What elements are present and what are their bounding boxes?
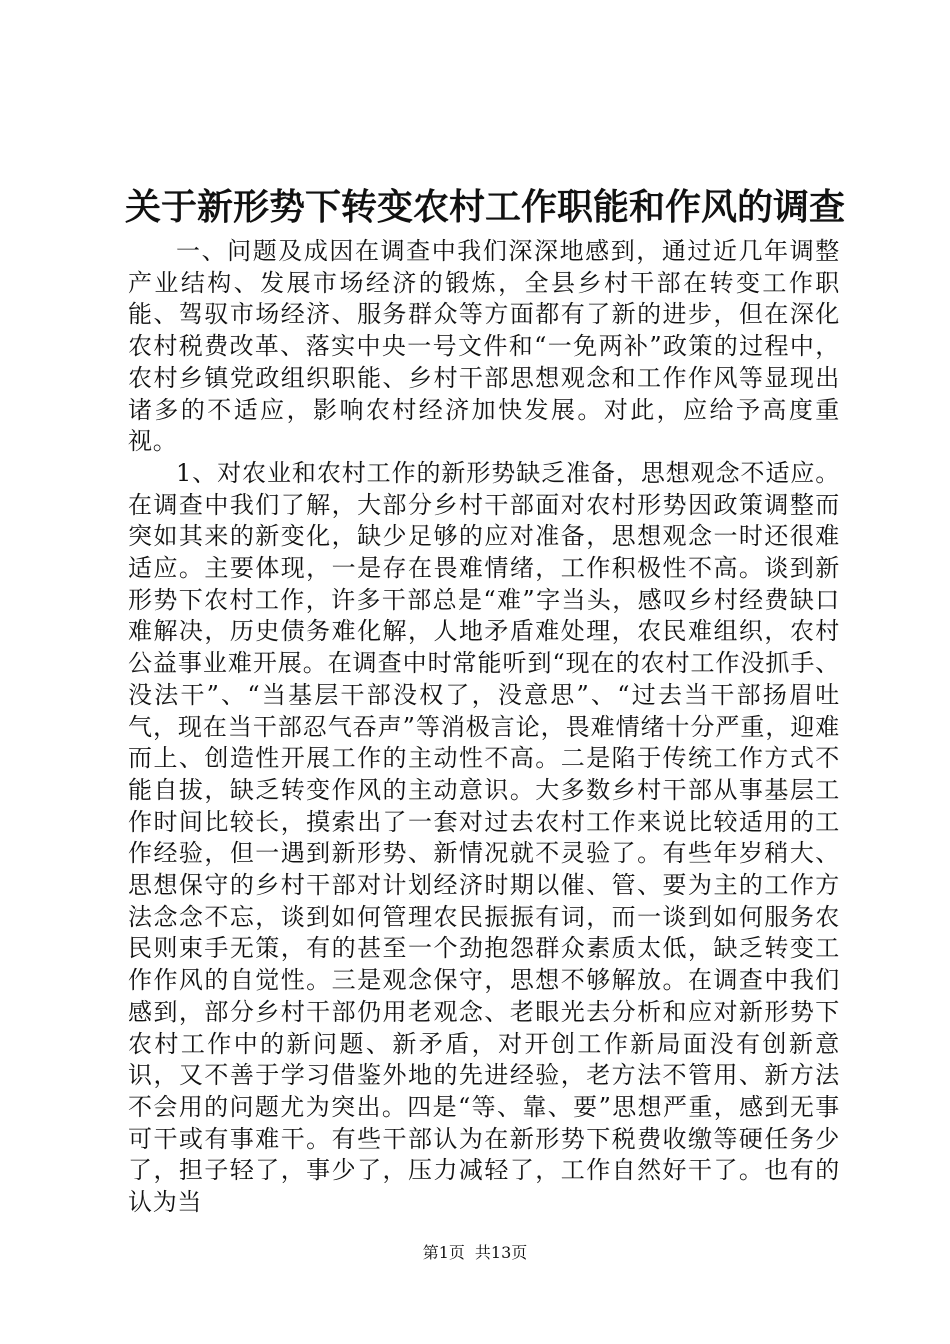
page-footer: [0, 1242, 950, 1264]
document-body: [128, 236, 840, 1219]
document-title: 关于新形势下转变农村工作职能和作风的调查: [125, 186, 846, 228]
paragraph-problems-causes: 一、问题及成因在调查中我们深深地感到，通过近几年调整产业结构、发展市场经济的锻炼，全县乡村干部在转变工作职能、驾驭市场经济、服务群众等方面都有了新的进步，但在深化农村税费改革、落实中央一号文件和“一免两补”政策的过程中，农村乡镇党政组织职能、乡村干部思想观念和工作作风等显现出诸多的不适应，影响农村经济加快发展。对此，应给予高度重视。: [128, 237, 840, 456]
page-number: 第1页: [422, 1243, 465, 1262]
page-total: 共13页: [474, 1243, 528, 1262]
paragraph-point-1: 1、对农业和农村工作的新形势缺乏准备，思想观念不适应。在调查中我们了解，大部分乡村干部面对农村形势因政策调整而突如其来的新变化，缺少足够的应对准备，思想观念一时还很难适应。主要体现，一是存在畏难情绪，工作积极性不高。谈到新形势下农村工作，许多干部总是“难”字当头，感叹乡村经费缺口难解决，历史债务难化解，人地矛盾难处理，农民难组织，农村公益事业难开展。在调查中时常能听到“现在的农村工作没抓手、没法干”、“当基层干部没权了，没意思”、“过去当干部扬眉吐气，现在当干部忍气吞声”等消极言论，畏难情绪十分严重，迎难而上、创造性开展工作的主动性不高。二是陷于传统工作方式不能自拔，缺乏转变作风的主动意识。大多数乡村干部从事基层工作时间比较长，摸索出了一套对过去农村工作来说比较适用的工作经验，但一遇到新形势、新情况就不灵验了。有些年岁稍大、思想保守的乡村干部对计划经济时期以催、管、要为主的工作方法念念不忘，谈到如何管理农民振振有词，而一谈到如何服务农民则束手无策，有的甚至一个劲抱怨群众素质太低，缺乏转变工作作风的自觉性。三是观念保守，思想不够解放。在调查中我们感到，部分乡村干部仍用老观念、老眼光去分析和应对新形势下农村工作中的新问题、新矛盾，对开创工作新局面没有创新意识，又不善于学习借鉴外地的先进经验，老方法不管用、新方法不会用的问题尤为突出。四是“等、靠、要”思想严重，感到无事可干或有事难干。有些干部认为在新形势下税费收缴等硬任务少了，担子轻了，事少了，压力减轻了，工作自然好干了。也有的认为当: [128, 458, 840, 1217]
